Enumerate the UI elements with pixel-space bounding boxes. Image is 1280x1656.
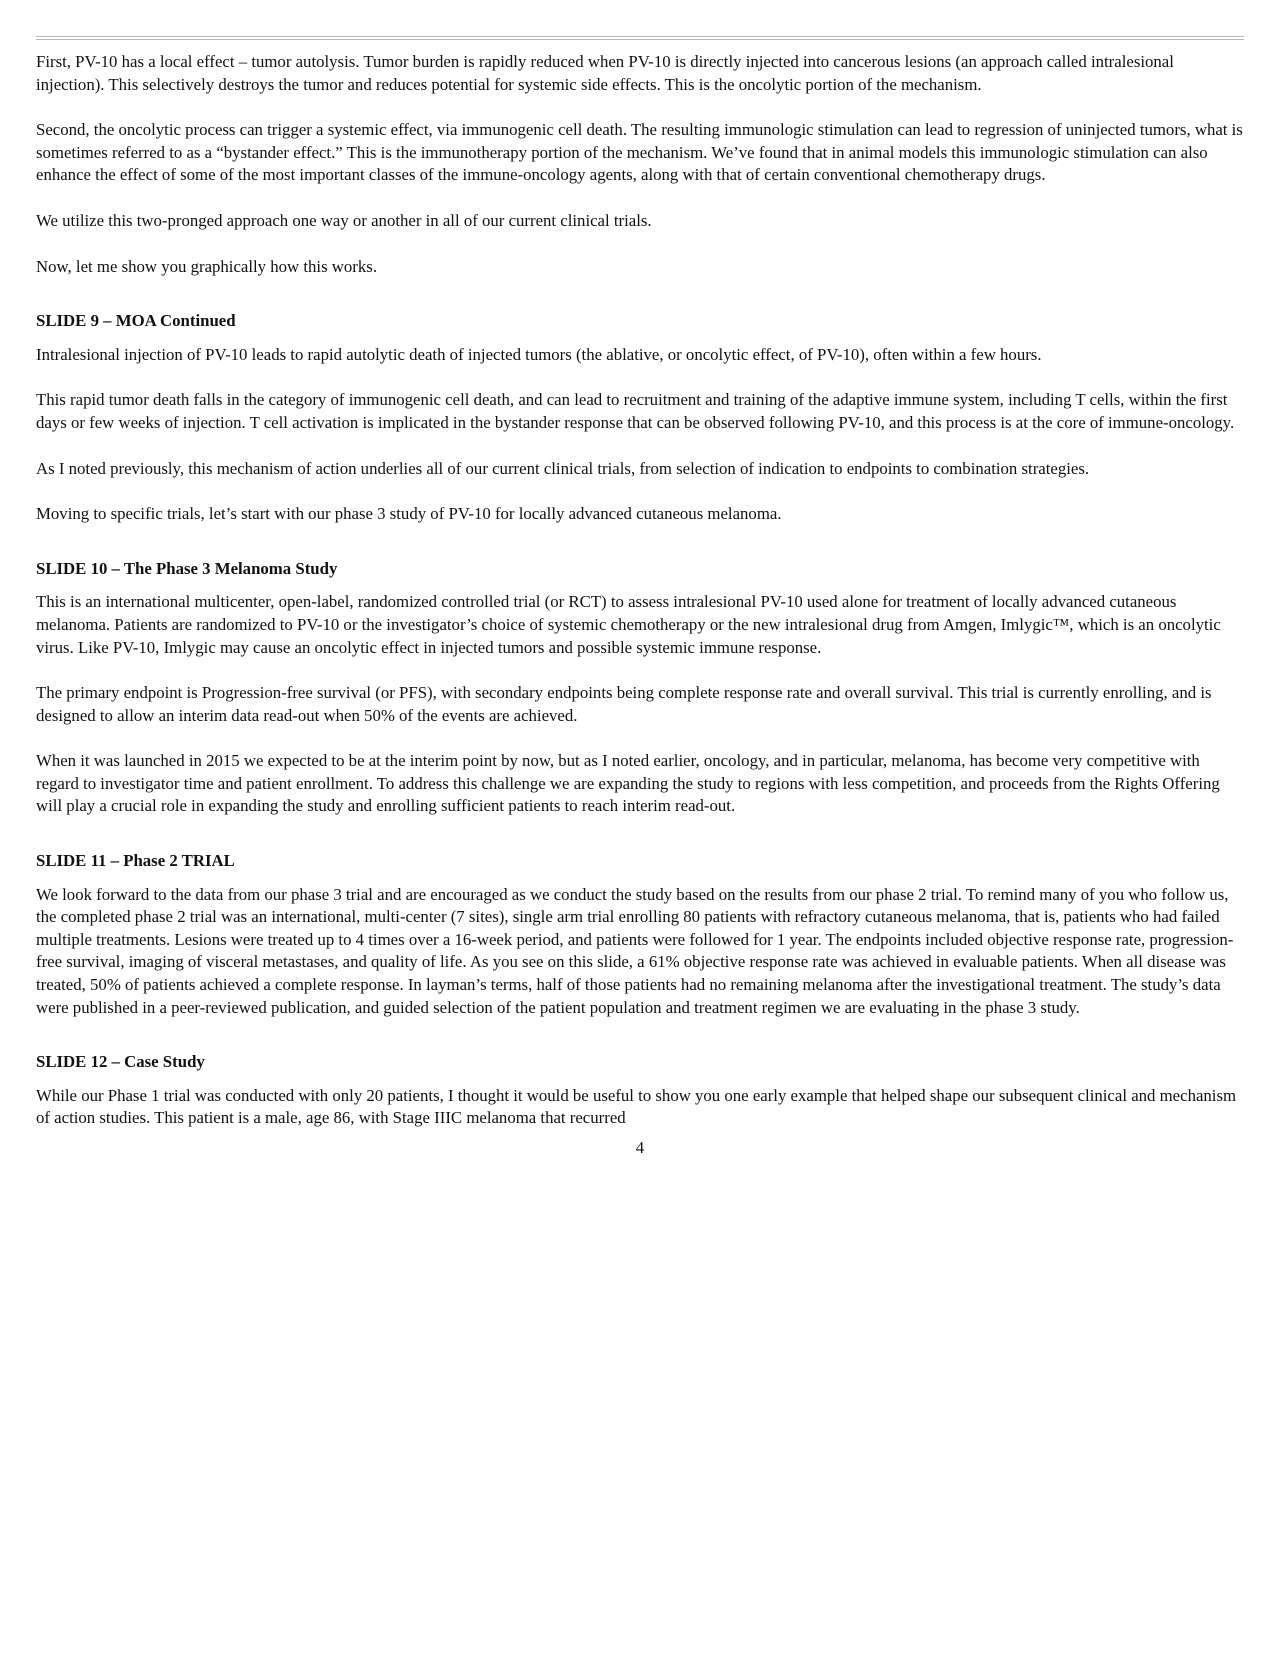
slide9-paragraph-2: This rapid tumor death falls in the category of immunogenic cell death, and can lead to recruitment and training of the adaptive immune system, including T cells, within the first days or few weeks of injection. T cell activation is implicated in the bystander response that can be observed following PV-10, and this process is at the core of immune-oncology.: [36, 390, 1235, 432]
slide10-paragraph-2: The primary endpoint is Progression-free survival (or PFS), with secondary endpoints being complete response rate and overall survival. This trial is currently enrolling, and is designed to allow an interim data read-out when 50% of the events are achieved.: [36, 683, 1212, 725]
slide10-paragraph-1: This is an international multicenter, open-label, randomized controlled trial (or RCT) to assess intralesional PV-10 used alone for treatment of locally advanced cutaneous melanoma. Patients are randomized to PV-10 or the investigator’s choice of systemic chemotherapy or the new intralesional drug from Amgen, Imlygic™, which is an oncolytic virus. Like PV-10, Imlygic may cause an oncolytic effect in injected tumors and possible systemic immune response.: [36, 592, 1221, 657]
intro-paragraph-2: Second, the oncolytic process can trigger a systemic effect, via immunogenic cell death. The resulting immunologic stimulation can lead to regression of uninjected tumors, what is sometimes referred to as a “bystander effect.” This is the immunotherapy portion of the mechanism. We’ve found that in animal models this immunologic stimulation can also enhance the effect of some of the most important classes of the immune-oncology agents, along with that of certain conventional chemotherapy drugs.: [36, 120, 1243, 185]
slide12-paragraph-1: While our Phase 1 trial was conducted with only 20 patients, I thought it would be useful to show you one early example that helped shape our subsequent clinical and mechanism of action studies. This patient is a male, age 86, with Stage IIIC melanoma that recurred: [36, 1085, 1237, 1128]
document-body: [36, 51, 1244, 1160]
intro-paragraph-4: Now, let me show you graphically how this works.: [36, 256, 378, 276]
slide9-paragraph-3: As I noted previously, this mechanism of action underlies all of our current clinical trials, from selection of indication to endpoints to combination strategies.: [36, 458, 1090, 478]
page-number: 4: [635, 1138, 645, 1157]
slide10-heading: SLIDE 10 – The Phase 3 Melanoma Study: [36, 558, 338, 578]
slide9-paragraph-4: Moving to specific trials, let’s start with our phase 3 study of PV-10 for locally advanced cutaneous melanoma.: [36, 504, 782, 524]
slide11-paragraph-1: We look forward to the data from our phase 3 trial and are encouraged as we conduct the study based on the results from our phase 2 trial. To remind many of you who follow us, the completed phase 2 trial was an international, multi-center (7 sites), single arm trial enrolling 80 patients with refractory cutaneous melanoma, that is, patients who had failed multiple treatments. Lesions were treated up to 4 times over a 16-week period, and patients were followed for 1 year. The endpoints included objective response rate, progression-free survival, imaging of visceral metastases, and quality of life. As you see on this slide, a 61% objective response rate was achieved in evaluable patients. When all disease was treated, 50% of patients achieved a complete response. In layman’s terms, half of those patients had no remaining melanoma after the investigational treatment. The study’s data were published in a peer-reviewed publication, and guided selection of the patient population and treatment regimen we are evaluating in the phase 3 study.: [36, 884, 1234, 1017]
slide9-heading: SLIDE 9 – MOA Continued: [36, 311, 236, 331]
top-rule: [36, 36, 1244, 40]
slide11-heading: SLIDE 11 – Phase 2 TRIAL: [36, 851, 235, 871]
slide10-paragraph-3: When it was launched in 2015 we expected to be at the interim point by now, but as I noted earlier, oncology, and in particular, melanoma, has become very competitive with regard to investigator time and patient enrollment. To address this challenge we are expanding the study to regions with less competition, and proceeds from the Rights Offering will play a crucial role in expanding the study and enrolling sufficient patients to reach interim read-out.: [36, 751, 1220, 816]
intro-paragraph-3: We utilize this two-pronged approach one way or another in all of our current clinical trials.: [36, 210, 652, 230]
slide12-heading: SLIDE 12 – Case Study: [36, 1052, 205, 1072]
slide9-paragraph-1: Intralesional injection of PV-10 leads to rapid autolytic death of injected tumors (the ablative, or oncolytic effect, of PV-10), often within a few hours.: [36, 344, 1042, 364]
intro-paragraph-1: First, PV-10 has a local effect – tumor autolysis. Tumor burden is rapidly reduced when PV-10 is directly injected into cancerous lesions (an approach called intralesional injection). This selectively destroys the tumor and reduces potential for systemic side effects. This is the oncolytic portion of the mechanism.: [36, 52, 1174, 94]
